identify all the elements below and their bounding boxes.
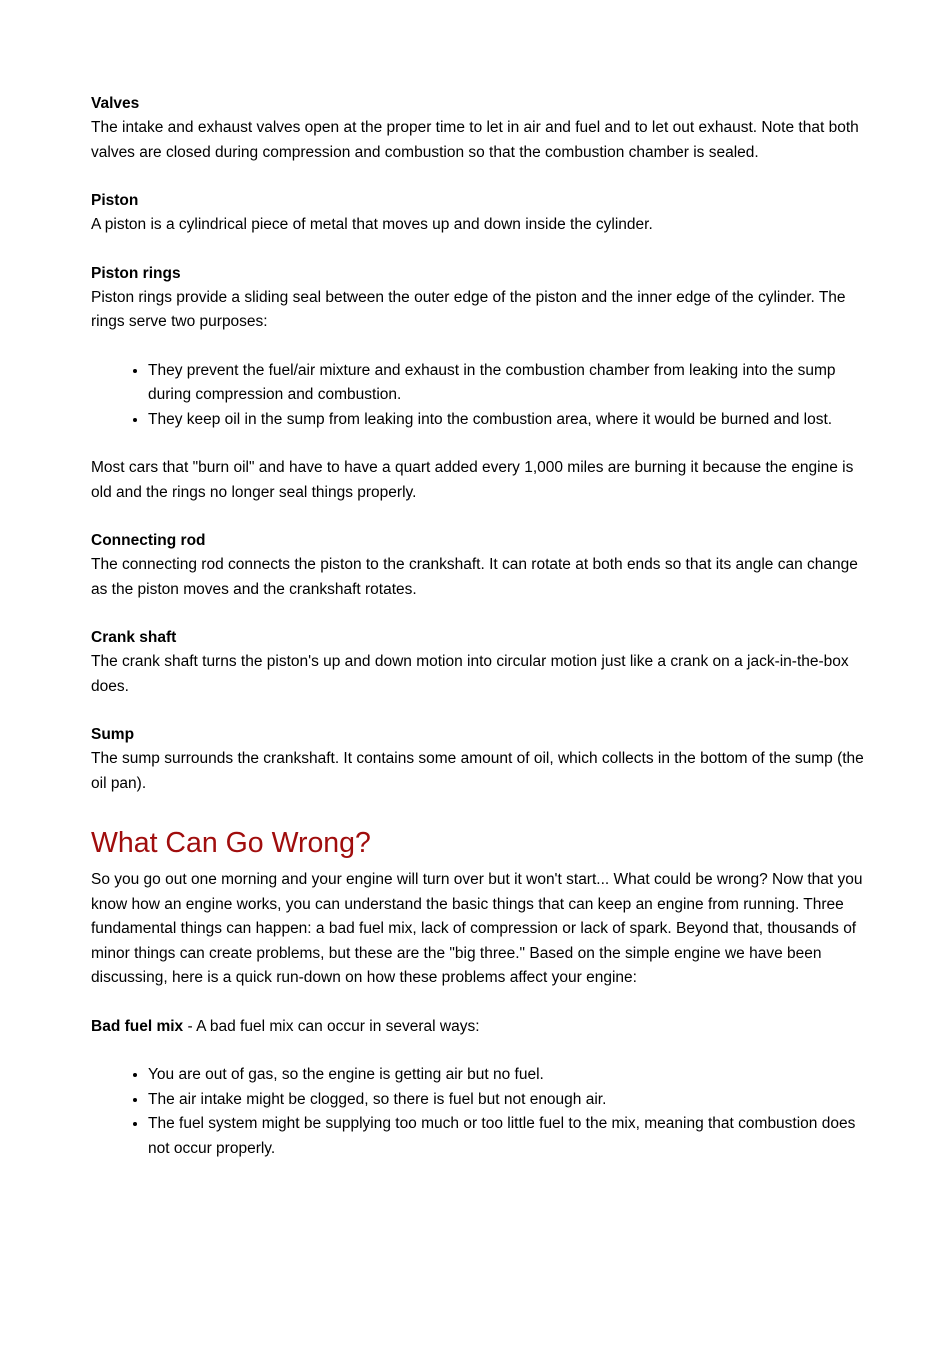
list-item: • You are out of gas, so the engine is getting air but no fuel. (148, 1063, 866, 1088)
section-text: The crank shaft turns the piston's up and down motion into circular motion just like a crank on a jack-in-the-box does. (91, 653, 849, 695)
list-item: • The fuel system might be supplying too much or too little fuel to the mix, meaning that combustion does not occur properly. (148, 1112, 866, 1161)
bullet-list (91, 359, 866, 433)
section-term: Piston rings (91, 264, 181, 282)
list-item: • They prevent the fuel/air mixture and exhaust in the combustion chamber from leaking into the sump during compression and combustion. (148, 359, 866, 408)
section-term: Crank shaft (91, 629, 177, 646)
fuel-mix-term: Bad fuel mix (91, 1017, 184, 1035)
fuel-mix-paragraph (91, 1015, 866, 1040)
bullet-list (91, 1063, 866, 1161)
section-term: Sump (91, 726, 135, 743)
section-heading: What Can Go Wrong? (91, 827, 371, 859)
section-term: Connecting rod (91, 532, 206, 549)
section-valves (91, 92, 866, 165)
section-piston-rings (91, 262, 866, 506)
section-text: The intake and exhaust valves open at the proper time to let in air and fuel and to let out exhaust. Note that both valves are closed during compression and combustion so that the combustion chamber is sealed. (91, 119, 859, 161)
list-item: • They keep oil in the sump from leaking into the combustion area, where it would be burned and lost. (148, 408, 866, 433)
section-text: A piston is a cylindrical piece of metal that moves up and down inside the cylinder. (91, 216, 653, 233)
section-text: The sump surrounds the crankshaft. It contains some amount of oil, which collects in the bottom of the sump (the oil pan). (91, 750, 864, 792)
section-text-after: Most cars that "burn oil" and have to have a quart added every 1,000 miles are burning it because the engine is old and the rings no longer seal things properly. (91, 459, 854, 501)
section-term: Piston (91, 192, 139, 209)
section-term: Valves (91, 95, 140, 112)
list-item: • The air intake might be clogged, so there is fuel but not enough air. (148, 1088, 866, 1113)
section-text: The connecting rod connects the piston to the crankshaft. It can rotate at both ends so that its angle can change as the piston moves and the crankshaft rotates. (91, 556, 858, 598)
section-connecting-rod (91, 529, 866, 602)
fuel-mix-text: - A bad fuel mix can occur in several ways: (183, 1017, 480, 1035)
section-sump (91, 723, 866, 796)
intro-paragraph: So you go out one morning and your engine will turn over but it won't start... What could be wrong? Now that you know how an engine works, you can understand the basic things that can keep an engine from running. Three fundamental things can happen: a bad fuel mix, lack of compression or lack of spark. Beyond that, thousands of minor things can create problems, but these are the "big three." Based on the simple engine we have been discussing, here is a quick run-down on how these problems affect your engine: (91, 871, 863, 986)
section-crank-shaft (91, 626, 866, 699)
section-piston (91, 189, 866, 238)
section-text: Piston rings provide a sliding seal between the outer edge of the piston and the inner edge of the cylinder. The rings serve two purposes: (91, 288, 846, 330)
document-page (91, 92, 866, 1185)
